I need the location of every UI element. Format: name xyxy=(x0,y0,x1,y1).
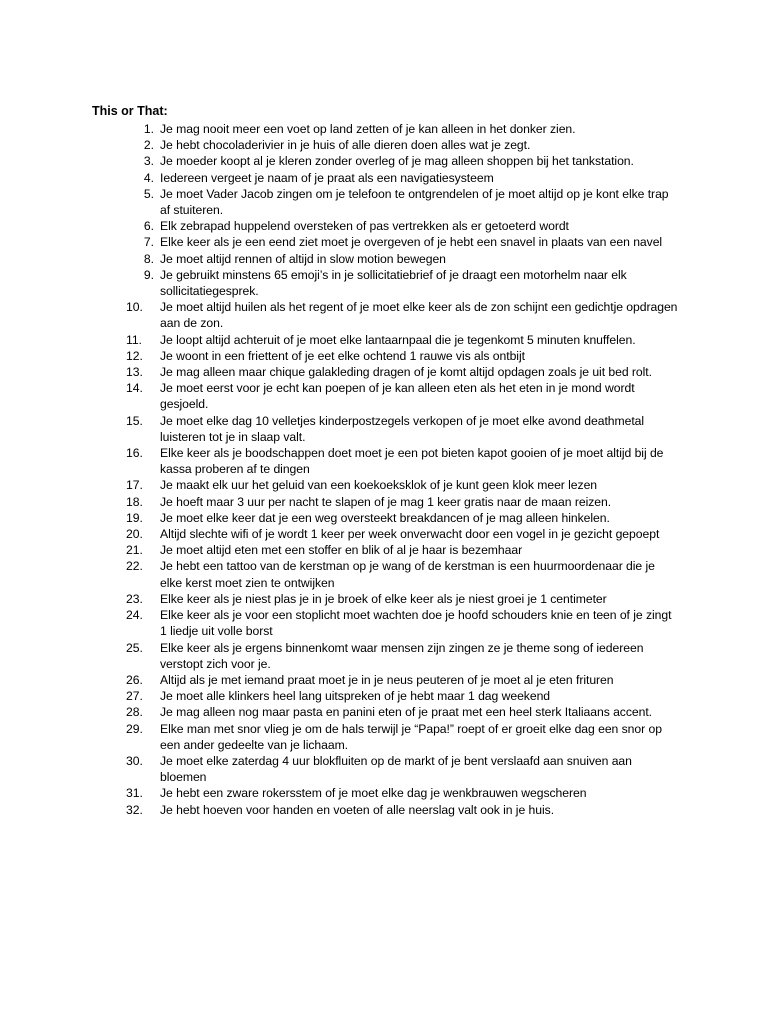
list-item-text: Je hebt hoeven voor handen en voeten of alle neerslag valt ook in je huis. xyxy=(160,802,555,817)
list-item xyxy=(126,510,678,526)
list-item xyxy=(143,137,678,153)
list-item xyxy=(126,348,678,364)
list-item-number: 1. xyxy=(143,122,154,136)
list-item-text: Je moet eerst voor je echt kan poepen of je kan alleen eten als het eten in je mond wordt gesjoeld. xyxy=(160,381,635,412)
list-item xyxy=(143,251,678,267)
list-item-text: Je moet altijd rennen of altijd in slow motion bewegen xyxy=(160,251,446,266)
list-item-text: Je woont in een friettent of je eet elke ochtend 1 rauwe vis als ontbijt xyxy=(160,348,525,363)
list-item-number: 31. xyxy=(126,786,143,801)
list-item xyxy=(126,753,678,785)
list-item-text: Je loopt altijd achteruit of je moet elke lantaarnpaal die je tegenkomt 5 minuten knuffelen. xyxy=(160,332,636,347)
list-item xyxy=(143,218,678,234)
list-item-text: Altijd als je met iemand praat moet je in je neus peuteren of je moet al je eten frituren xyxy=(160,672,614,687)
list-item-text: Altijd slechte wifi of je wordt 1 keer per week onverwacht door een vogel in je gezicht gepoept xyxy=(160,527,660,542)
list-item-number: 18. xyxy=(126,494,143,509)
list-item-number: 3. xyxy=(143,154,154,169)
list-item-number: 5. xyxy=(143,186,154,201)
list-item-number: 2. xyxy=(143,138,154,153)
list-item xyxy=(126,688,678,704)
list-item xyxy=(126,704,678,720)
list-item xyxy=(126,802,678,818)
list-item-number: 25. xyxy=(126,640,143,655)
list-item-text: Je hebt een tattoo van de kerstman op je wang of de kerstman is een huurmoordenaar die je elke kerst moet zien te ontwijken xyxy=(160,559,655,590)
list-item-text: Elke keer als je ergens binnenkomt waar mensen zijn zingen ze je theme song of iedereen verstopt zich voor je. xyxy=(160,640,644,671)
list-item xyxy=(126,364,678,380)
list-item-text: Elke keer als je een eend ziet moet je overgeven of je hebt een snavel in plaats van een navel xyxy=(160,235,663,250)
list-item xyxy=(126,558,678,590)
list-item-number: 15. xyxy=(126,413,143,428)
list-item-number: 11. xyxy=(126,332,142,347)
list-item xyxy=(143,153,678,169)
list-item xyxy=(126,332,678,348)
list-item-number: 12. xyxy=(126,348,143,363)
list-item-text: Je mag alleen maar chique galakleding dragen of je komt altijd opdagen zoals je uit bed rolt. xyxy=(160,365,652,380)
list-item-text: Je moet alle klinkers heel lang uitspreken of je hebt maar 1 dag weekend xyxy=(160,689,551,704)
list-item xyxy=(126,607,678,639)
list-item-number: 19. xyxy=(126,510,143,525)
list-item-text: Je gebruikt minstens 65 emoji’s in je sollicitatiebrief of je draagt een motorhelm naar elk sollicitatiegesprek. xyxy=(160,267,627,299)
list-item-text: Je hoeft maar 3 uur per nacht te slapen of je mag 1 keer gratis naar de maan reizen. xyxy=(160,494,612,509)
list-item xyxy=(126,494,678,510)
list-item-number: 17. xyxy=(126,478,143,493)
list-item-text: Je moet Vader Jacob zingen om je telefoon te ontgrendelen of je moet altijd op je kont elke trap af stuiteren. xyxy=(160,186,669,218)
list-item xyxy=(143,121,678,137)
list-item xyxy=(126,445,678,477)
list-item xyxy=(126,672,678,688)
list-item-text: Je moet altijd huilen als het regent of je moet elke keer als de zon schijnt een gedichtje opdragen aan de zon. xyxy=(160,300,678,331)
list-item-number: 13. xyxy=(126,365,143,380)
list-item-number: 23. xyxy=(126,591,143,606)
list-item-text: Je moet altijd eten met een stoffer en blik of al je haar is bezemhaar xyxy=(160,543,523,558)
list-item-number: 10. xyxy=(126,300,143,315)
list-item-text: Je maakt elk uur het geluid van een koekoeksklok of je kunt geen klok meer lezen xyxy=(160,478,598,493)
list-item xyxy=(143,234,678,250)
list-item-text: Elke keer als je niest plas je in je broek of elke keer als je niest groei je 1 centimeter xyxy=(160,591,607,606)
list-item-text: Je moet elke zaterdag 4 uur blokfluiten op de markt of je bent verslaafd aan snuiven aan bloemen xyxy=(160,753,632,785)
list-item xyxy=(143,267,678,299)
list-item xyxy=(126,542,678,558)
list-item-text: Elke keer als je voor een stoplicht moet wachten doe je hoofd schouders knie en teen of je zingt 1 liedje uit volle borst xyxy=(160,608,672,639)
list-item xyxy=(126,413,678,445)
list-item-text: Je moet elke dag 10 velletjes kinderpostzegels verkopen of je moet elke avond deathmetal luisteren tot je in slaap valt. xyxy=(160,413,645,444)
list-item-text: Je mag nooit meer een voet op land zetten of je kan alleen in het donker zien. xyxy=(160,122,576,136)
list-item-number: 4. xyxy=(143,170,154,185)
list-item-number: 7. xyxy=(143,235,154,250)
list-item xyxy=(143,170,678,186)
list-item-number: 9. xyxy=(143,267,154,282)
list-item-number: 27. xyxy=(126,689,143,704)
list-item-number: 30. xyxy=(126,753,143,768)
list-item-text: Elke keer als je boodschappen doet moet je een pot bieten kapot gooien of je moet altijd bij de kassa proberen af te dingen xyxy=(160,446,664,477)
list-item-number: 24. xyxy=(126,608,143,623)
list-item xyxy=(126,526,678,542)
list-item-text: Elk zebrapad huppelend oversteken of pas vertrekken als er getoeterd wordt xyxy=(160,219,569,234)
list-item-number: 16. xyxy=(126,446,143,461)
list-item-number: 22. xyxy=(126,559,143,574)
list-item-text: Je mag alleen nog maar pasta en panini eten of je praat met een heel sterk Italiaans accent. xyxy=(160,705,653,720)
list-item-number: 21. xyxy=(126,543,143,558)
list-item xyxy=(126,640,678,672)
list-item xyxy=(126,721,678,753)
list-item xyxy=(143,186,678,218)
list-item-number: 28. xyxy=(126,705,143,720)
list-item-text: Je hebt een zware rokersstem of je moet elke dag je wenkbrauwen wegscheren xyxy=(160,786,587,801)
list-item xyxy=(126,591,678,607)
question-list xyxy=(126,121,678,818)
list-item xyxy=(126,477,678,493)
list-item xyxy=(126,299,678,331)
list-item-number: 14. xyxy=(126,381,143,396)
list-item-text: Je moeder koopt al je kleren zonder overleg of je mag alleen shoppen bij het tankstation. xyxy=(160,154,634,169)
list-item xyxy=(126,785,678,801)
list-item-number: 29. xyxy=(126,721,143,736)
list-item-text: Je hebt chocoladerivier in je huis of alle dieren doen alles wat je zegt. xyxy=(160,138,531,153)
list-item-number: 6. xyxy=(143,219,154,234)
document-title: This or That: xyxy=(92,104,168,118)
list-item-text: Iedereen vergeet je naam of je praat als een navigatiesysteem xyxy=(160,170,494,185)
list-item-number: 32. xyxy=(126,802,143,817)
list-item-number: 8. xyxy=(143,251,154,266)
list-item-number: 26. xyxy=(126,672,143,687)
list-item-text: Elke man met snor vlieg je om de hals terwijl je “Papa!” roept of er groeit elke dag een snor op een ander gedeelte van je lichaam. xyxy=(160,721,662,752)
list-item-text: Je moet elke keer dat je een weg oversteekt breakdancen of je mag alleen hinkelen. xyxy=(160,510,610,525)
list-item xyxy=(126,380,678,412)
list-item-number: 20. xyxy=(126,527,143,542)
